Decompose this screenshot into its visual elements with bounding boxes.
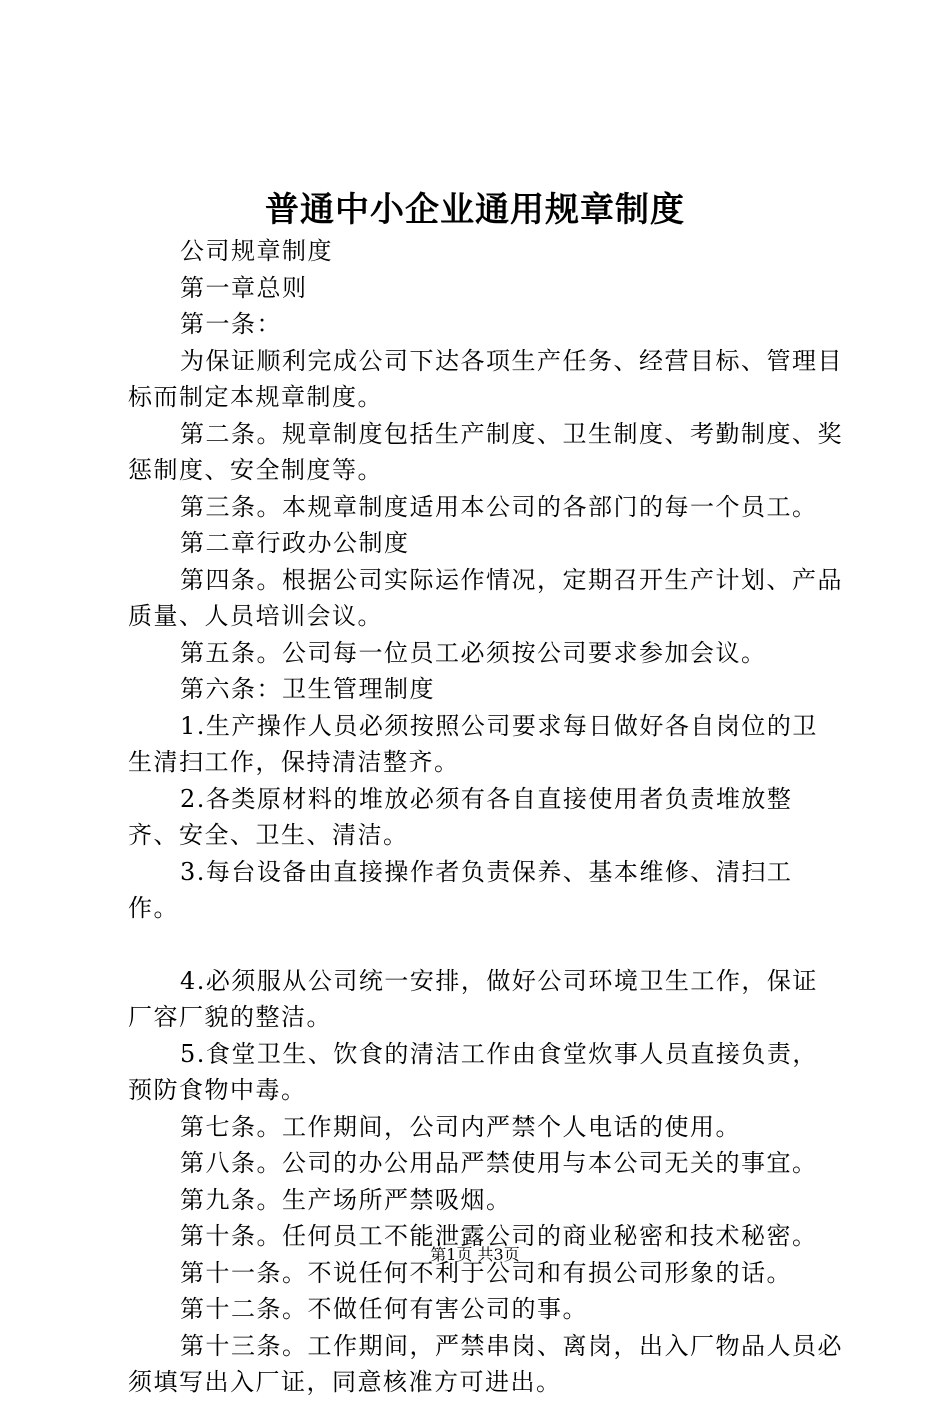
article-heading: 第一条： bbox=[180, 310, 282, 338]
paragraph: 第十二条。不做任何有害公司的事。 bbox=[180, 1295, 588, 1323]
paragraph: 第二条。规章制度包括生产制度、卫生制度、考勤制度、奖惩制度、安全制度等。 bbox=[128, 419, 843, 484]
document-title: 普通中小企业通用规章制度 bbox=[265, 190, 685, 230]
paragraph: 第九条。生产场所严禁吸烟。 bbox=[180, 1185, 512, 1214]
chapter-heading: 第二章行政办公制度 bbox=[180, 529, 410, 557]
list-item: 5.食堂卫生、饮食的清洁工作由食堂炊事人员直接负责，预防食物中毒。 bbox=[128, 1039, 818, 1104]
paragraph: 第五条。公司每一位员工必须按公司要求参加会议。 bbox=[180, 638, 767, 667]
paragraph: 第三条。本规章制度适用本公司的各部门的每一个员工。 bbox=[180, 492, 818, 521]
document-body bbox=[128, 233, 843, 1401]
paragraph: 第十条。任何员工不能泄露公司的商业秘密和技术秘密。 bbox=[180, 1222, 818, 1250]
paragraph: 公司规章制度 bbox=[180, 237, 333, 265]
paragraph: 第十三条。工作期间，严禁串岗、离岗，出入厂物品人员必须填写出入厂证，同意核准方可进出。 bbox=[128, 1331, 843, 1396]
paragraph: 第八条。公司的办公用品严禁使用与本公司无关的事宜。 bbox=[180, 1149, 818, 1177]
paragraph: 第十一条。不说任何不利于公司和有损公司形象的话。 bbox=[180, 1258, 792, 1287]
paragraph: 第七条。工作期间，公司内严禁个人电话的使用。 bbox=[180, 1112, 741, 1141]
list-item: 2.各类原材料的堆放必须有各自直接使用者负责堆放整齐、安全、卫生、清洁。 bbox=[128, 784, 793, 849]
article-heading: 第六条：卫生管理制度 bbox=[180, 675, 435, 703]
list-item: 1.生产操作人员必须按照公司要求每日做好各自岗位的卫生清扫工作，保持清洁整齐。 bbox=[128, 711, 818, 776]
list-item: 4.必须服从公司统一安排，做好公司环境卫生工作，保证厂容厂貌的整洁。 bbox=[128, 966, 818, 1031]
list-item: 3.每台设备由直接操作者负责保养、基本维修、清扫工作。 bbox=[128, 857, 793, 922]
paragraph: 为保证顺利完成公司下达各项生产任务、经营目标、管理目标而制定本规章制度。 bbox=[128, 346, 843, 411]
paragraph: 第四条。根据公司实际运作情况，定期召开生产计划、产品质量、人员培训会议。 bbox=[128, 565, 843, 630]
chapter-heading: 第一章总则 bbox=[180, 273, 308, 302]
page-number-footer: 第1页 共3页 bbox=[430, 1245, 520, 1264]
